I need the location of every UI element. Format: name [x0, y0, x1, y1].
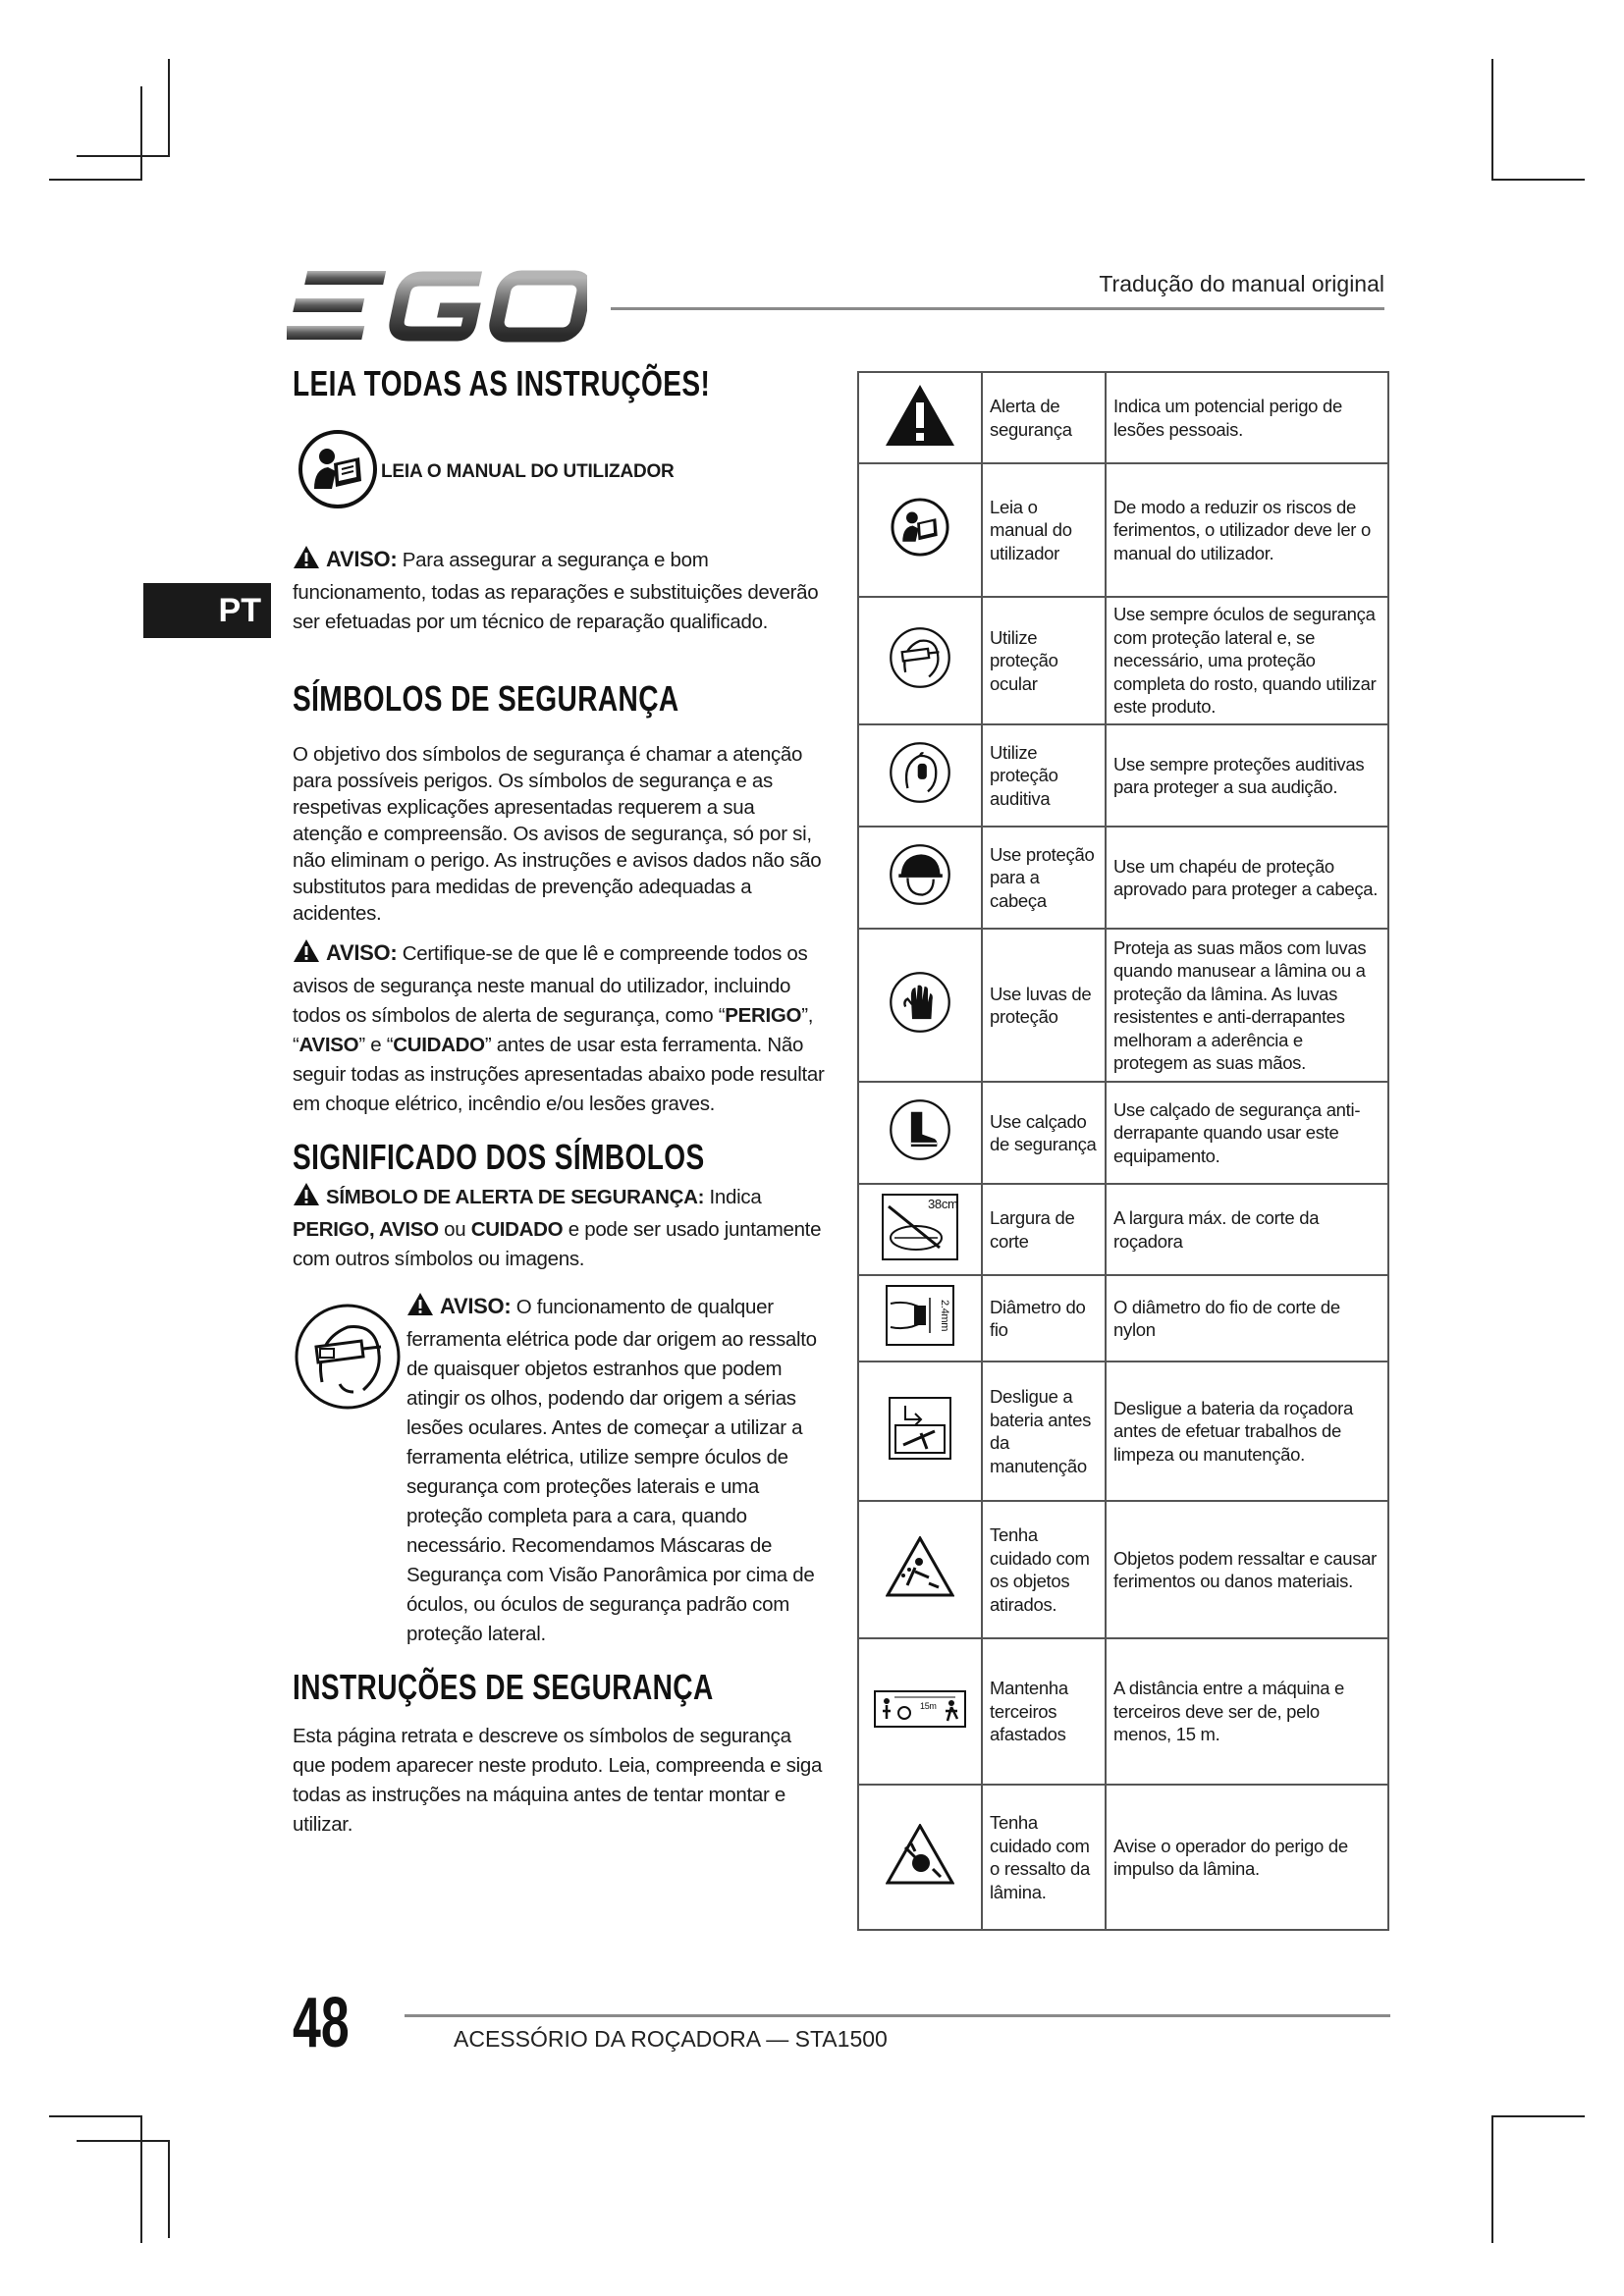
disconnect-battery-icon: [858, 1362, 982, 1501]
table-row: [858, 597, 1388, 724]
keyword-cuidado: CUIDADO: [393, 1034, 485, 1056]
table-row: [858, 1082, 1388, 1184]
crop-mark: [168, 59, 170, 157]
warning-triangle-icon: [406, 1292, 434, 1325]
crop-mark: [1491, 2115, 1585, 2117]
table-row: [858, 1785, 1388, 1930]
symbol-description: Avise o operador do perigo de impulso da lâmina.: [1106, 1785, 1388, 1930]
eye-protection-icon: [858, 597, 982, 724]
symbol-description: Indica um potencial perigo de lesões pessoais.: [1106, 372, 1388, 463]
header-rule: [611, 307, 1384, 310]
warning-triangle-icon: [293, 545, 320, 578]
crop-mark: [77, 155, 170, 157]
keep-bystanders-away-icon: [858, 1638, 982, 1785]
thrown-objects-icon: [858, 1501, 982, 1638]
left-column: [293, 363, 827, 1840]
crop-mark: [140, 86, 142, 181]
page-number: 48: [293, 1984, 350, 2062]
warning-text: Certifique-se de que lê e compreende todos os avisos de segurança neste manual do utilizador, incluindo todos os símbolos de alerta de segurança, como “: [293, 942, 808, 1027]
crop-mark: [49, 2115, 142, 2117]
crop-mark: [49, 179, 142, 181]
warning-text: Para assegurar a segurança e bom funcionamento, todas as reparações e substituições deverão ser efetuadas por um técnico de reparação qualificado.: [293, 549, 819, 633]
eye-warning-block: [293, 1292, 827, 1649]
table-row: [858, 827, 1388, 929]
symbol-name: Utilize proteção auditiva: [982, 724, 1106, 827]
head-protection-icon: [858, 827, 982, 929]
symbol-name: Largura de corte: [982, 1184, 1106, 1275]
read-manual-label: LEIA O MANUAL DO UTILIZADOR: [381, 460, 675, 482]
table-row: [858, 463, 1388, 597]
alert-symbol-label: SÍMBOLO DE ALERTA DE SEGURANÇA:: [326, 1186, 705, 1208]
table-row: [858, 929, 1388, 1082]
heading-meaning: SIGNIFICADO DOS SÍMBOLOS: [293, 1137, 705, 1177]
symbol-description: Use calçado de segurança anti-derrapante quando usar este equipamento.: [1106, 1082, 1388, 1184]
table-row: [858, 1362, 1388, 1501]
keyword-perigo: PERIGO: [725, 1004, 802, 1027]
instructions-paragraph: Esta página retrata e descreve os símbolos de segurança que podem aparecer neste produto. Leia, compreenda e siga todas as instruções na máquina antes de tentar montar e utilizar.: [293, 1725, 823, 1836]
symbol-name: Tenha cuidado com os objetos atirados.: [982, 1501, 1106, 1638]
symbol-description: A distância entre a máquina e terceiros deve ser de, pelo menos, 15 m.: [1106, 1638, 1388, 1785]
quote-sep: ” e “: [358, 1034, 394, 1056]
table-row: [858, 1184, 1388, 1275]
symbol-description: A largura máx. de corte da roçadora: [1106, 1184, 1388, 1275]
icon-label: 15m: [920, 1700, 937, 1711]
symbol-description: Proteja as suas mãos com luvas quando manusear a lâmina ou a proteção da lâmina. As luvas resistentes e anti-derrapantes melhoram a aderência e protegem as suas mãos.: [1106, 929, 1388, 1082]
symbol-name: Utilize proteção ocular: [982, 597, 1106, 724]
alert-text: ou: [438, 1218, 471, 1241]
warning-text: ” antes de usar esta ferramenta. Não seguir todas as instruções apresentadas abaixo pode resultar em choque elétrico, incêndio e/ou lesões graves.: [293, 1034, 825, 1115]
symbol-name: Alerta de segurança: [982, 372, 1106, 463]
safety-symbols-paragraph: O objetivo dos símbolos de segurança é chamar a atenção para possíveis perigos. Os símbolos de segurança e as respetivas explicações apresentadas requerem a sua atenção e compreensão. Os avisos de segurança, só por si, não eliminam o perigo. As instruções e avisos dados não são substitutos para medidas de prevenção adequadas a acidentes.: [293, 743, 822, 925]
alert-symbol-paragraph: [293, 1182, 827, 1274]
table-row: [858, 1501, 1388, 1638]
cutting-width-icon: [858, 1184, 982, 1275]
table-row: [858, 1275, 1388, 1362]
warning-label: AVISO:: [440, 1294, 512, 1318]
crop-mark: [1491, 179, 1585, 181]
symbol-name: Diâmetro do fio: [982, 1275, 1106, 1362]
warning-triangle-icon: [858, 372, 982, 463]
alert-text: Indica: [704, 1186, 762, 1208]
symbol-description: De modo a reduzir os riscos de ferimentos, o utilizador deve ler o manual do utilizador.: [1106, 463, 1388, 597]
warning-read-manual: [293, 938, 827, 1119]
read-manual-row: [297, 428, 827, 515]
footer-rule: [405, 2014, 1390, 2017]
table-row: [858, 724, 1388, 827]
symbol-name: Use luvas de proteção: [982, 929, 1106, 1082]
alert-text: e pode ser usado juntamente com outros símbolos ou imagens.: [293, 1218, 822, 1270]
language-tab: PT: [143, 583, 271, 638]
safety-boots-icon: [858, 1082, 982, 1184]
symbol-name: Desligue a bateria antes da manutenção: [982, 1362, 1106, 1501]
symbol-description: Objetos podem ressaltar e causar ferimentos ou danos materiais.: [1106, 1501, 1388, 1638]
quote-sep: ”, “: [293, 1004, 814, 1056]
symbol-description: O diâmetro do fio de corte de nylon: [1106, 1275, 1388, 1362]
crop-mark: [1491, 2115, 1493, 2243]
warning-triangle-icon: [293, 1182, 320, 1215]
read-manual-icon: [858, 463, 982, 597]
warning-label: AVISO:: [326, 940, 398, 965]
symbol-name: Tenha cuidado com o ressalto da lâmina.: [982, 1785, 1106, 1930]
crop-mark: [140, 2115, 142, 2243]
icon-label: 2.4mm: [939, 1300, 950, 1332]
heading-read-all: LEIA TODAS AS INSTRUÇÕES!: [293, 363, 711, 403]
warning-triangle-icon: [293, 938, 320, 972]
table-row: [858, 1638, 1388, 1785]
warning-label: AVISO:: [326, 547, 398, 571]
read-manual-icon: [297, 428, 379, 515]
footer-product: ACESSÓRIO DA ROÇADORA — STA1500: [454, 2026, 888, 2052]
warning-text: O funcionamento de qualquer ferramenta elétrica pode dar origem ao ressalto de quaisquer objetos estranhos que podem atingir os olhos, podendo dar origem a sérias lesões oculares. Antes de começar a utilizar a ferramenta elétrica, utilize sempre óculos de segurança com proteções laterais e uma proteção completa para a cara, quando necessário. Recomendamos Máscaras de Segurança com Visão Panorâmica por cima de óculos, ou óculos de segurança padrão com proteção lateral.: [406, 1296, 817, 1645]
heading-safety-symbols: SÍMBOLOS DE SEGURANÇA: [293, 678, 679, 719]
symbol-description: Use sempre proteções auditivas para proteger a sua audição.: [1106, 724, 1388, 827]
blade-thrust-icon: [858, 1785, 982, 1930]
warning-repairs: [293, 545, 827, 637]
table-row: [858, 372, 1388, 463]
alert-keywords: PERIGO, AVISO: [293, 1218, 439, 1241]
ear-protection-icon: [858, 724, 982, 827]
symbol-description: Use sempre óculos de segurança com proteção lateral e, se necessário, uma proteção completa do rosto, quando utilizar este produto.: [1106, 597, 1388, 724]
alert-keyword-cuidado: CUIDADO: [470, 1218, 564, 1241]
symbol-name: Leia o manual do utilizador: [982, 463, 1106, 597]
eye-warning-text: [406, 1292, 827, 1649]
symbols-table: [857, 371, 1389, 1931]
translation-note: Tradução do manual original: [1099, 271, 1384, 296]
symbol-description: Desligue a bateria da roçadora antes de efetuar trabalhos de limpeza ou manutenção.: [1106, 1362, 1388, 1501]
eye-protection-icon: [293, 1292, 406, 1649]
symbol-name: Mantenha terceiros afastados: [982, 1638, 1106, 1785]
gloves-icon: [858, 929, 982, 1082]
crop-mark: [77, 2140, 170, 2142]
symbol-description: Use um chapéu de proteção aprovado para proteger a cabeça.: [1106, 827, 1388, 929]
heading-instructions: INSTRUÇÕES DE SEGURANÇA: [293, 1667, 714, 1707]
symbol-name: Use calçado de segurança: [982, 1082, 1106, 1184]
keyword-aviso: AVISO: [298, 1034, 359, 1056]
symbol-name: Use proteção para a cabeça: [982, 827, 1106, 929]
icon-label: 38cm: [928, 1196, 958, 1211]
line-diameter-icon: [858, 1275, 982, 1362]
crop-mark: [168, 2140, 170, 2238]
crop-mark: [1491, 59, 1493, 181]
ego-logo: [287, 267, 587, 344]
